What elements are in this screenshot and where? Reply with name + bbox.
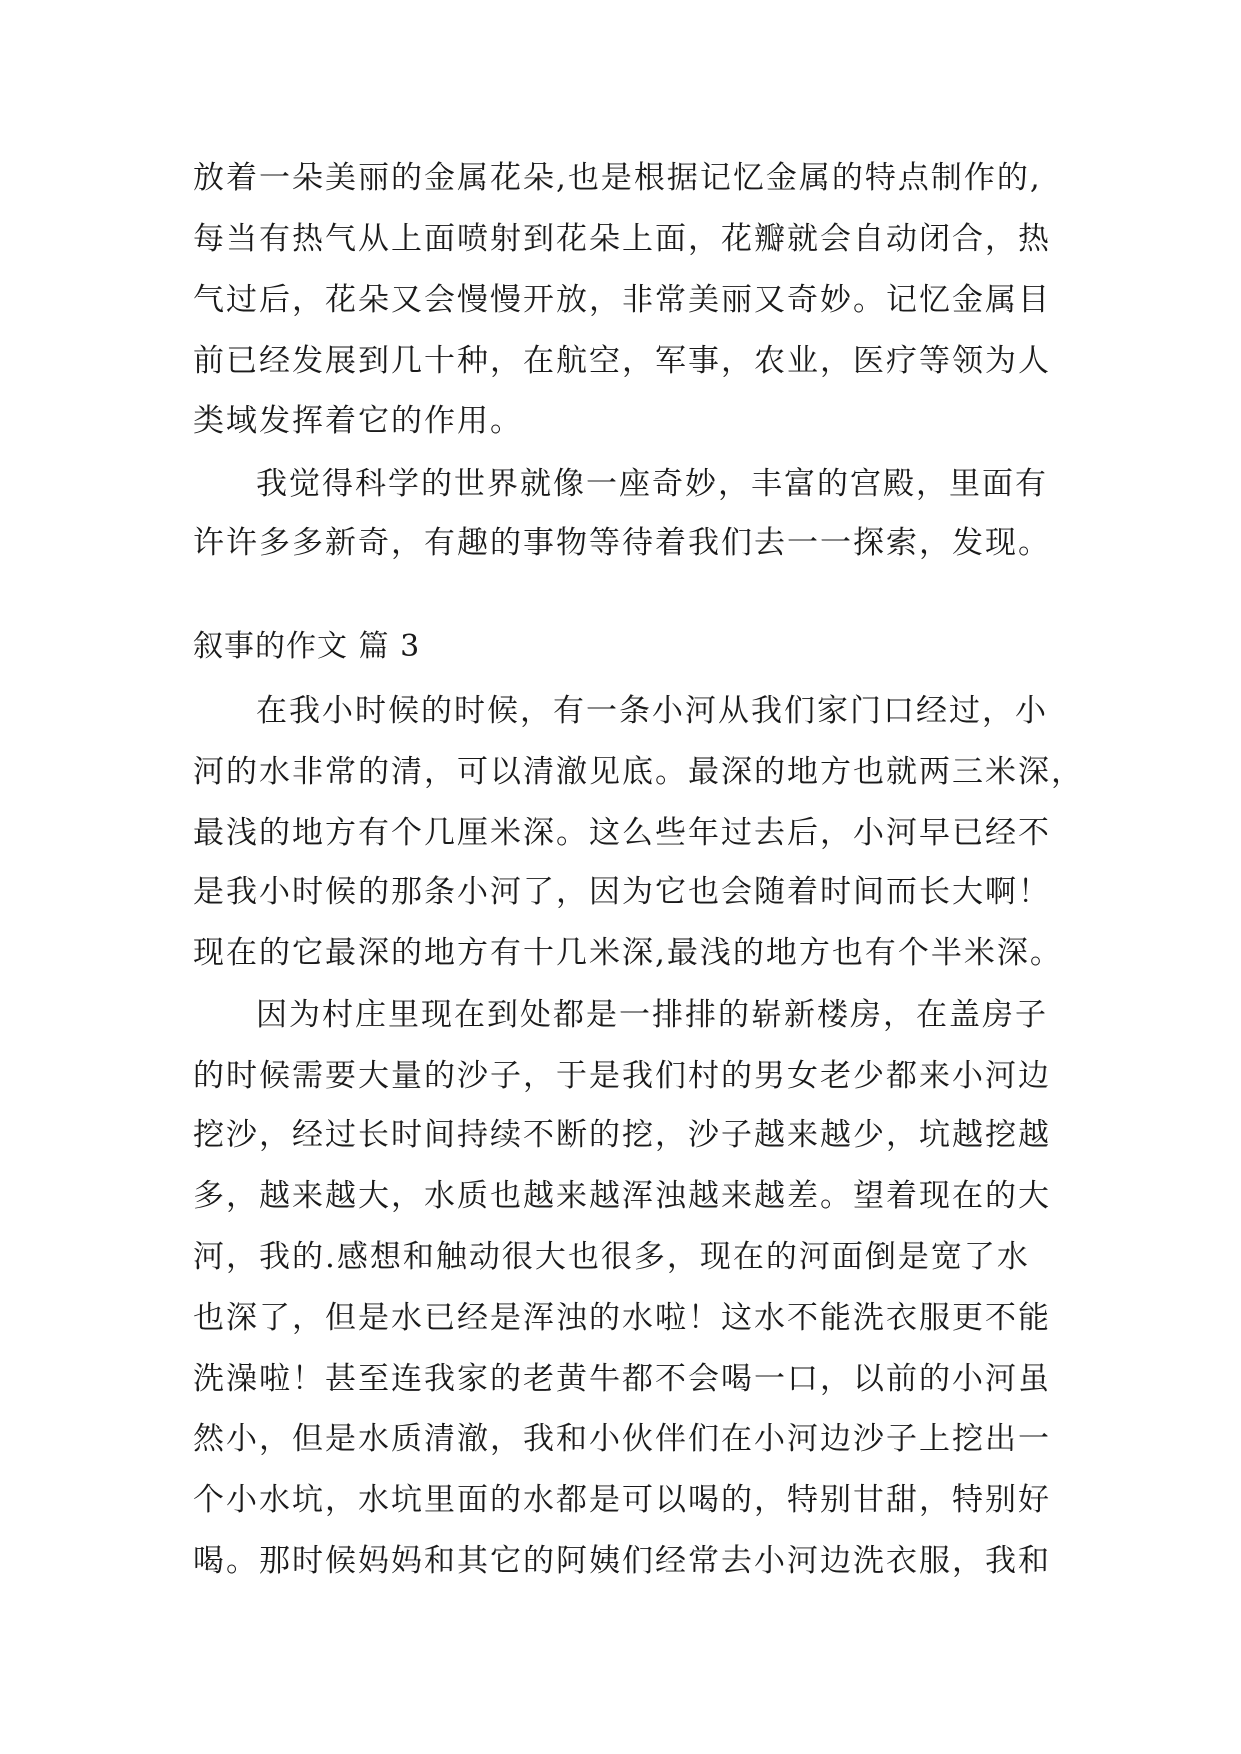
paragraph-1-line: 每当有热气从上面喷射到花朵上面，花瓣就会自动闭合，热: [193, 221, 1051, 257]
paragraph-4-line: 因为村庄里现在到处都是一排排的崭新楼房，在盖房子: [256, 997, 1048, 1033]
paragraph-2-line: 许许多多新奇，有趣的事物等待着我们去一一探索，发现。: [193, 525, 1051, 561]
paragraph-3-line: 在我小时候的时候，有一条小河从我们家门口经过，小: [256, 693, 1048, 729]
paragraph-4-line: 河，我的.感想和触动很大也很多，现在的河面倒是宽了水: [193, 1239, 1030, 1275]
paragraph-1-line: 类域发挥着它的作用。: [193, 403, 523, 439]
paragraph-1-line: 前已经发展到几十种，在航空，军事，农业，医疗等领为人: [193, 343, 1051, 379]
paragraph-1-line: 放着一朵美丽的金属花朵,也是根据记忆金属的特点制作的,: [193, 160, 1042, 196]
paragraph-3-line: 现在的它最深的地方有十几米深,最浅的地方也有个半米深。: [193, 935, 1063, 971]
paragraph-1-line: 气过后，花朵又会慢慢开放，非常美丽又奇妙。记忆金属目: [193, 282, 1051, 318]
paragraph-4-line: 个小水坑，水坑里面的水都是可以喝的，特别甘甜，特别好: [193, 1482, 1051, 1518]
paragraph-2-line: 我觉得科学的世界就像一座奇妙，丰富的宫殿，里面有: [256, 466, 1048, 502]
paragraph-4-line: 也深了，但是水已经是浑浊的水啦！这水不能洗衣服更不能: [193, 1300, 1051, 1336]
paragraph-4-line: 多，越来越大，水质也越来越浑浊越来越差。望着现在的大: [193, 1178, 1051, 1214]
paragraph-4-line: 的时候需要大量的沙子，于是我们村的男女老少都来小河边: [193, 1058, 1051, 1094]
paragraph-4-line: 喝。那时候妈妈和其它的阿姨们经常去小河边洗衣服，我和: [193, 1543, 1051, 1579]
paragraph-4-line: 然小，但是水质清澈，我和小伙伴们在小河边沙子上挖出一: [193, 1421, 1051, 1457]
paragraph-4-line: 挖沙，经过长时间持续不断的挖，沙子越来越少，坑越挖越: [193, 1117, 1051, 1153]
paragraph-3-line: 最浅的地方有个几厘米深。这么些年过去后，小河早已经不: [193, 815, 1051, 851]
paragraph-3-line: 是我小时候的那条小河了，因为它也会随着时间而长大啊！: [193, 874, 1051, 910]
section-heading: 叙事的作文 篇 3: [193, 629, 421, 664]
paragraph-3-line: 河的水非常的清，可以清澈见底。最深的地方也就两三米深，: [193, 754, 1084, 790]
paragraph-4-line: 洗澡啦！甚至连我家的老黄牛都不会喝一口，以前的小河虽: [193, 1361, 1051, 1397]
